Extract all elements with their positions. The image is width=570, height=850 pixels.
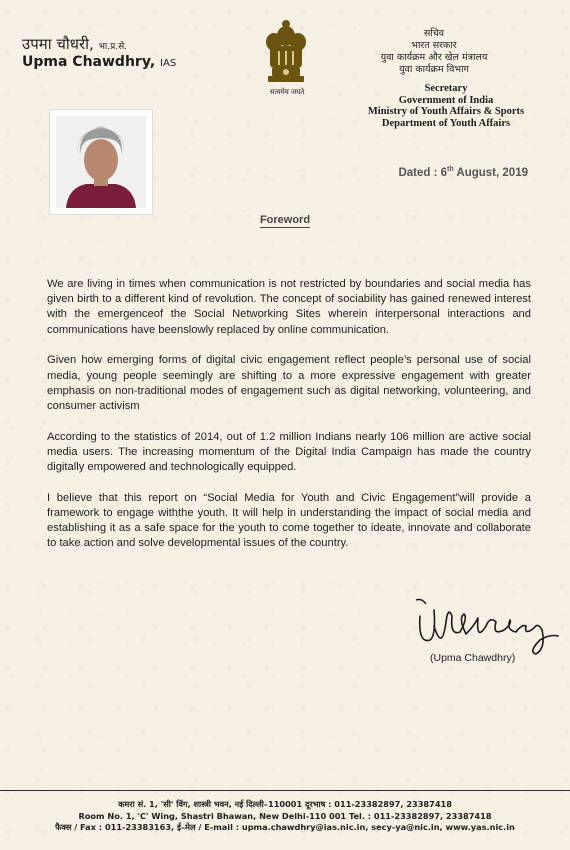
footer-line: फैक्स / Fax : 011-23383163, ई–मेल / E-mail : upma.chawdhry@ias.nic.in, secy-ya@nic.in, www.yas.nic.in: [55, 822, 515, 832]
date-line: [398, 166, 528, 179]
designation-hindi: [334, 28, 534, 76]
hindi-name: [22, 34, 127, 54]
portrait-image: [56, 116, 146, 208]
portrait-photo: [50, 110, 152, 214]
page-title-text: Foreword: [259, 214, 311, 226]
emblem-motto: सत्यमेव जयते: [269, 88, 305, 96]
signatory-name: (Upma Chawdhry): [430, 652, 516, 664]
designation-english-line: Secretary: [424, 83, 468, 94]
portrait-graphic: [56, 116, 146, 208]
english-service: IAS: [160, 58, 177, 69]
english-name-text: Upma Chawdhry,: [22, 54, 156, 70]
designation-hindi-line: सचिव: [423, 28, 445, 39]
paragraph: Given how emerging forms of digital civic engagement reflect people’s personal use of social media, young people seemingly are shifting to a more expressive engagement with greater emphasis on non-traditional modes of engagement such as digital networking, volunteering, and consumer activism: [47, 354, 531, 412]
footer-address: [0, 799, 570, 834]
designation-english: [346, 83, 546, 129]
designation-hindi-line: भारत सरकार: [411, 40, 457, 51]
date-rest: August, 2019: [453, 166, 528, 179]
date-suffix: th: [447, 166, 454, 173]
page-title: [0, 214, 570, 226]
emblem-graphic: [258, 16, 314, 88]
letter-body: [47, 277, 531, 567]
designation-english-line: Government of India: [398, 94, 494, 106]
hindi-name-text: उपमा चौधरी,: [22, 35, 94, 53]
designation-hindi-line: युवा कार्यक्रम और खेल मंत्रालय: [380, 52, 488, 63]
footer-divider: [0, 790, 570, 791]
paragraph: We are living in times when communication is not restricted by boundaries and social media has given birth to a different kind of revolution. The concept of sociability has gained renewed interest with the emergenceof the Social Networking Sites wherein interpersonal interactions and communications have beenslowly replaced by online communication.: [47, 278, 531, 336]
designation-english-line: Ministry of Youth Affairs & Sports: [367, 106, 525, 118]
english-name: [22, 54, 176, 70]
paragraph: According to the statistics of 2014, out of 1.2 million Indians nearly 106 million are active social media users. The increasing momentum of the Digital India Campaign has made the country digitally empowered and technologically equipped.: [47, 430, 531, 474]
date-prefix: Dated : 6: [398, 166, 448, 179]
hindi-service: भा.प्र.से.: [98, 42, 128, 52]
paragraph: I believe that this report on “Social Media for Youth and Civic Engagement”will provide a framework to engage withthe youth. It will help in understanding the impact of social media and establishing it as a safe space for the youth to come together to ideate, innovate and collaborate to take action and solve developmental issues of the country.: [47, 491, 531, 550]
designation-hindi-line: युवा कार्यक्रम विभाग: [399, 64, 469, 75]
designation-english-line: Department of Youth Affairs: [381, 117, 511, 129]
footer-line: कमरा सं. 1, 'सी' विंग, शास्त्री भवन, नई दिल्ली–110001 दूरभाष : 011-23382897, 23387418: [118, 799, 452, 809]
footer-line: Room No. 1, 'C' Wing, Shastri Bhawan, New Delhi-110 001 Tel. : 011-23382897, 23387418: [78, 810, 492, 821]
